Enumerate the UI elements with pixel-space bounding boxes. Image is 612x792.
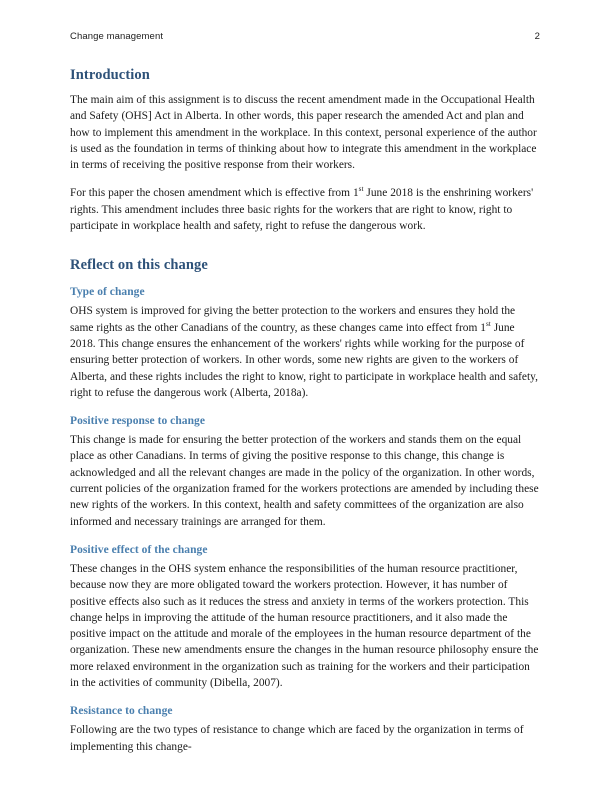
running-header-title: Change management	[70, 31, 164, 42]
section-heading-introduction: Introduction	[70, 67, 150, 83]
spacer	[70, 173, 540, 185]
section-heading-positive-effect-of-the-change: Positive effect of the change	[70, 543, 208, 556]
running-header	[70, 30, 540, 44]
paragraph-introduction-1: The main aim of this assignment is to discuss the recent amendment made in the Occupational Health and Safety (OHS] Act in Alberta. In other words, this paper research the amended Act and plan and how to implement this amendment in the workplace. In this context, personal experience of the author is used as the foundation in terms of thinking about how to integrate this amendment in the workplace in terms of receiving the positive response from their workers.	[70, 94, 537, 172]
spacer	[70, 691, 540, 704]
section-heading-positive-response-to-change: Positive response to change	[70, 415, 205, 428]
spacer	[70, 274, 540, 285]
spacer	[70, 84, 540, 92]
page-number: 2	[534, 31, 540, 42]
spacer	[70, 401, 540, 414]
spacer	[70, 234, 540, 256]
section-heading-type-of-change: Type of change	[70, 286, 145, 299]
paragraph-type-of-change: OHS system is improved for giving the better protection to the workers and ensures they hold the same rights as the other Canadians of the country, as these changes came into effect from 1st June 2018. This change ensures the enhancement of the workers' rights while working for the purpose of ensuring better protection of workers. In other words, some new rights are given to the workers of Alberta, and these rights includes the right to know, right to participate in workplace health and safety, right to refuse the dangerous work (Alberta, 2018a).	[70, 305, 538, 399]
paragraph-positive-effect-of-the-change: These changes in the OHS system enhance the responsibilities of the human resource practitioner, because now they are more obligated toward the workers protection. However, it has number of positive effects also such as it reduces the stress and anxiety in terms of the workers protection. This change helps in improving the attitude of the human resource practitioners, and it also made the positive impact on the attitude and morale of the employees in the human resource department of the organization. These new amendments ensure the changes in the human resource philosophy ensure the more relaxed environment in the organization such as training for the workers and their participation in the activities of community (Dibella, 2007).	[70, 562, 539, 690]
spacer	[70, 530, 540, 543]
section-heading-reflect-on-this-change: Reflect on this change	[70, 257, 208, 274]
paragraph-positive-response-to-change: This change is made for ensuring the better protection of the workers and stands them on the equal place as other Canadians. In terms of giving the positive response to this change, this change is acknowledged and all the relevant changes are made in the policy of the organization. In other words, current policies of the organization framed for the workers protections are amended by including these new rights of the workers. In this context, health and safety committees of the organization are also informed and necessary trainings are arranged for them.	[70, 434, 539, 528]
page-content	[70, 30, 540, 755]
paragraph-introduction-2: For this paper the chosen amendment which is effective from 1st June 2018 is the enshrining workers' rights. This amendment includes three basic rights for the workers that are right to know, right to participate in workplace health and safety, right to refuse the dangerous work.	[70, 185, 534, 233]
section-heading-resistance-to-change: Resistance to change	[70, 705, 173, 718]
paragraph-resistance-to-change: Following are the two types of resistance to change which are faced by the organization in terms of implementing this change-	[70, 724, 524, 753]
spacer	[70, 44, 540, 66]
